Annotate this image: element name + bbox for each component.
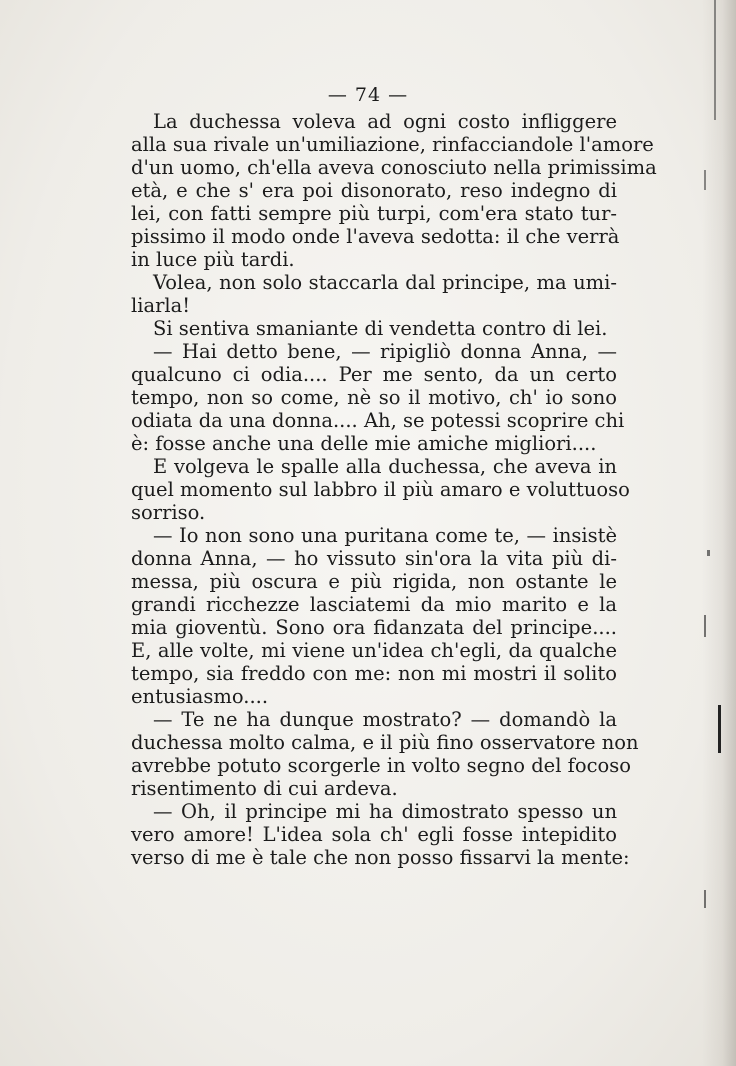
text-line: donna Anna, — ho vissuto sin'ora la vita più di- xyxy=(131,547,617,570)
text-line: d'un uomo, ch'ella aveva conosciuto nella primissima xyxy=(131,156,657,179)
text-line: pissimo il modo onde l'aveva sedotta: il che verrà xyxy=(131,225,620,248)
text-line: verso di me è tale che non posso fissarvi la mente: xyxy=(131,846,630,869)
scan-mark xyxy=(707,550,710,556)
text-line: Volea, non solo staccarla dal principe, ma umi- xyxy=(153,271,617,294)
text-line: tempo, non so come, nè so il motivo, ch' io sono xyxy=(131,386,617,409)
text-line: grandi ricchezze lasciatemi da mio marito e la xyxy=(131,593,617,616)
scan-mark xyxy=(704,170,706,190)
text-line: lei, con fatti sempre più turpi, com'era stato tur- xyxy=(131,202,617,225)
scan-mark xyxy=(704,890,706,908)
text-line: liarla! xyxy=(131,294,191,317)
page-edge-shadow xyxy=(702,0,736,1066)
text-line: La duchessa voleva ad ogni costo infliggere xyxy=(153,110,617,133)
text-line: E volgeva le spalle alla duchessa, che aveva in xyxy=(153,455,617,478)
page-number-header: — 74 — xyxy=(327,84,409,106)
text-line: sorriso. xyxy=(131,501,206,524)
body-text xyxy=(131,110,657,869)
text-line: risentimento di cui ardeva. xyxy=(131,777,398,800)
text-line: Si sentiva smaniante di vendetta contro di lei. xyxy=(153,317,608,340)
text-line: — Te ne ha dunque mostrato? — domandò la xyxy=(153,708,617,731)
text-line: duchessa molto calma, e il più fino osservatore non xyxy=(131,731,639,754)
text-line: quel momento sul labbro il più amaro e voluttuoso xyxy=(131,478,630,501)
text-line: vero amore! L'idea sola ch' egli fosse intepidito xyxy=(131,823,617,846)
scan-mark xyxy=(704,615,706,637)
text-line: è: fosse anche una delle mie amiche migliori.... xyxy=(131,432,597,455)
text-line: E, alle volte, mi viene un'idea ch'egli, da qualche xyxy=(131,639,617,662)
text-line: — Hai detto bene, — ripigliò donna Anna, — xyxy=(153,340,617,363)
text-line: avrebbe potuto scorgerle in volto segno del focoso xyxy=(131,754,632,777)
text-line: odiata da una donna.... Ah, se potessi scoprire chi xyxy=(131,409,625,432)
scan-mark xyxy=(718,705,721,753)
text-line: entusiasmo.... xyxy=(131,685,269,708)
text-line: in luce più tardi. xyxy=(131,248,295,271)
text-line: mia gioventù. Sono ora fidanzata del principe.... xyxy=(131,616,617,639)
text-line: alla sua rivale un'umiliazione, rinfacciandole l'amore xyxy=(131,133,654,156)
text-line: età, e che s' era poi disonorato, reso indegno di xyxy=(131,179,617,202)
text-line: — Io non sono una puritana come te, — insistè xyxy=(153,524,617,547)
text-line: qualcuno ci odia.... Per me sento, da un certo xyxy=(131,363,617,386)
text-line: tempo, sia freddo con me: non mi mostri il solito xyxy=(131,662,617,685)
text-line: — Oh, il principe mi ha dimostrato spesso un xyxy=(153,800,617,823)
text-line: messa, più oscura e più rigida, non ostante le xyxy=(131,570,617,593)
